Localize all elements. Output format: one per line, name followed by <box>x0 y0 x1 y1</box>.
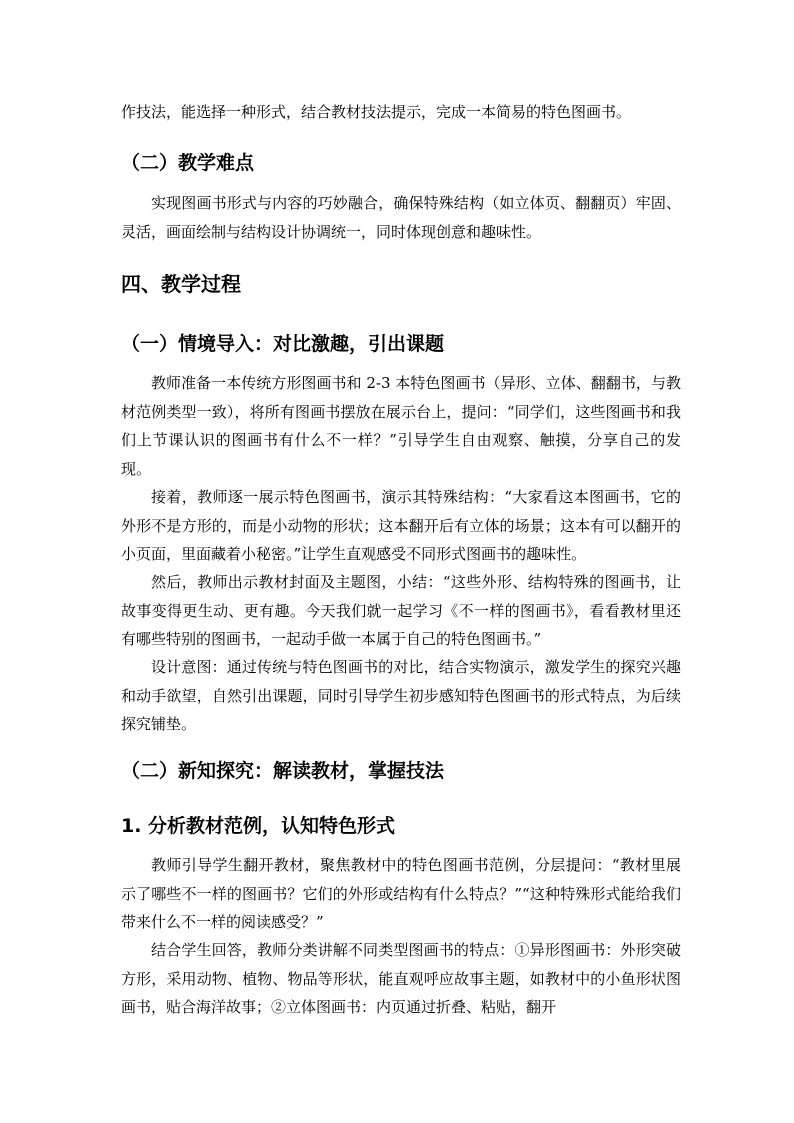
intro-paragraph-1: 教师准备一本传统方形图画书和 2-3 本特色图画书（异形、立体、翻翻书，与教材范例类型一致），将所有图画书摆放在展示台上，提问：“同学们，这些图画书和我们上节课认识的图画书有什么不一样？”引导学生自由观察、触摸，分享自己的发现。 <box>121 374 681 478</box>
difficulty-heading: （二）教学难点 <box>121 152 255 174</box>
intro-heading: （一）情境导入：对比激趣，引出课题 <box>121 333 445 355</box>
difficulty-paragraph: 实现图画书形式与内容的巧妙融合，确保特殊结构（如立体页、翻翻页）牢固、灵活，画面绘制与结构设计协调统一，同时体现创意和趣味性。 <box>121 194 681 241</box>
explore-heading: （二）新知探究：解读教材，掌握技法 <box>121 760 445 782</box>
intro-paragraph-3: 然后，教师出示教材封面及主题图，小结：“这些外形、结构特殊的图画书，让故事变得更生动、更有趣。今天我们就一起学习《不一样的图画书》，看看教材里还有哪些特别的图画书，一起动手做一本属于自己的特色图画书。” <box>121 573 681 648</box>
continuation-text: 作技法，能选择一种形式，结合教材技法提示，完成一本简易的特色图画书。 <box>121 103 632 121</box>
sub1-paragraph-2: 结合学生回答，教师分类讲解不同类型图画书的特点：①异形图画书：外形突破方形，采用动物、植物、物品等形状，能直观呼应故事主题，如教材中的小鱼形状图画书，贴合海洋故事；②立体图画书：内页通过折叠、粘贴，翻开 <box>121 941 681 1016</box>
sub1-paragraph-1: 教师引导学生翻开教材，聚焦教材中的特色图画书范例，分层提问：“教材里展示了哪些不一样的图画书？它们的外形或结构有什么特点？”“这种特殊形式能给我们带来什么不一样的阅读感受？” <box>121 856 681 931</box>
process-heading: 四、教学过程 <box>121 272 241 296</box>
design-intent-paragraph: 设计意图：通过传统与特色图画书的对比，结合实物演示，激发学生的探究兴趣和动手欲望，自然引出课题，同时引导学生初步感知特色图画书的形式特点，为后续探究铺垫。 <box>121 658 681 733</box>
intro-paragraph-2: 接着，教师逐一展示特色图画书，演示其特殊结构：“大家看这本图画书，它的外形不是方形的，而是小动物的形状；这本翻开后有立体的场景；这本有可以翻开的小页面，里面藏着小秘密。”让学生直观感受不同形式图画书的趣味性。 <box>121 488 681 563</box>
sub1-heading: 1. 分析教材范例，认知特色形式 <box>121 815 396 837</box>
